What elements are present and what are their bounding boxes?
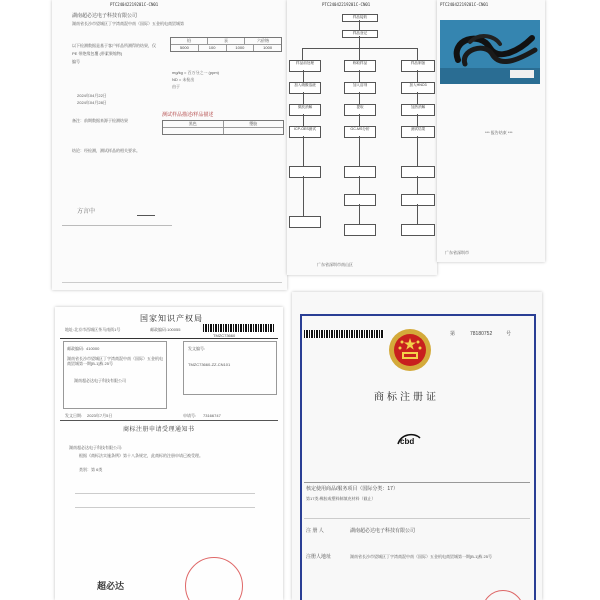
office-address: 地址:北京市西城区茶马南街1号 <box>65 327 121 332</box>
table-header: 铅 <box>171 38 208 44</box>
doc-number-block <box>183 341 277 395</box>
sample-table <box>162 120 284 135</box>
table-header: 六价铬 <box>257 38 269 43</box>
flow-step: 加入溶剂 <box>344 82 376 94</box>
report-date-2: 2024年04月28日 <box>77 100 107 105</box>
report-date-1: 2024年04月22日 <box>77 93 107 98</box>
sample-photo <box>440 20 540 84</box>
sample-photo-page <box>437 0 545 262</box>
flow-box <box>401 224 435 236</box>
sample-label: 测试样品描述/样品描述 <box>162 112 214 118</box>
flow-step: 样品接收 <box>342 14 378 22</box>
flow-step: 测试结果 <box>401 126 435 138</box>
application-number: 73166747 <box>203 413 221 418</box>
report-code: PTC24042219201C-CN01 <box>440 2 489 7</box>
barcode <box>203 324 275 332</box>
national-emblem <box>388 328 432 372</box>
divider <box>304 482 530 483</box>
table-header: 汞 <box>208 38 245 44</box>
flow-box <box>344 194 376 206</box>
barcode-text: TMZC73660 <box>213 333 236 338</box>
office-postcode: 邮政编码:100055 <box>150 327 181 332</box>
table-cell: 100 <box>199 45 227 51</box>
report-line-5: 编号 <box>72 59 80 64</box>
table-cell: 1000 <box>227 45 255 51</box>
flow-step: 微波消解 <box>289 104 321 116</box>
flow-box <box>289 216 321 228</box>
reg-number-suffix: 号 <box>506 331 512 337</box>
divider <box>75 507 255 508</box>
notice-recipient: 湖南超必达电子科技有限公司: <box>69 445 123 450</box>
flow-step: 样品制备 <box>401 60 435 72</box>
flow-step: GC-MS分析 <box>344 126 376 138</box>
company-chop-text: 超必达 <box>97 581 125 591</box>
recipient-address: 湖南省长沙市望城区丁字湾商混中南（国际）五金机电商贸城第一期[B-1]栋 25号 <box>67 356 163 366</box>
address-block <box>63 341 167 409</box>
date-label: 发文日期: <box>65 413 83 418</box>
goods-label: 核定使用商品/服务项目（国际分类：17） <box>306 486 398 492</box>
address-label: 注册人地址 <box>306 554 332 560</box>
conclusion-text: 结论：经检测，测试样品的相关要求。 <box>72 148 140 153</box>
notice-body: 根据《商标法实施条例》第十八条规定，此商标的注册申请已被受理。 <box>79 453 203 458</box>
flow-box <box>289 166 321 178</box>
trademark-certificate-page <box>292 292 542 600</box>
flow-step: 加热消解 <box>401 104 435 116</box>
flow-box <box>344 224 376 236</box>
divider <box>62 225 172 226</box>
footer-text: 广东省深圳市 <box>445 250 469 255</box>
table-cell: 塑胶 <box>249 121 258 126</box>
second-signature <box>137 205 155 216</box>
flow-step: 加入HNO3 <box>401 82 435 94</box>
footer-line <box>62 282 282 283</box>
flow-step: 样品前处理 <box>289 60 321 72</box>
office-header: 国家知识产权局 <box>140 314 203 323</box>
divider <box>60 338 278 339</box>
official-seal <box>185 557 243 600</box>
registrant-address: 湖南省长沙市望城区丁字湾商混中南（国际）五金机电商贸城第一期[B-1]栋 25号 <box>350 554 493 559</box>
note-nd: ND = 未检出 <box>172 77 195 82</box>
table-cell: 1000 <box>263 45 273 50</box>
flow-step: 加入硝酸溶液 <box>289 82 321 94</box>
signature: 方言中 <box>77 208 96 215</box>
divider <box>304 518 530 519</box>
registrant-label: 注 册 人 <box>306 528 324 534</box>
flow-box <box>401 194 435 206</box>
brand-logo <box>396 430 422 448</box>
postcode-value: 410000 <box>86 346 100 351</box>
flow-step: 称取样品 <box>344 60 376 72</box>
divider <box>75 493 255 494</box>
acceptance-notice-page <box>55 307 283 600</box>
report-end-caption: *** 报告结束 *** <box>485 130 513 135</box>
notice-title: 商标注册申请受理通知书 <box>123 427 195 433</box>
note-ppm: mg/kg = 百万分之一 (ppm) <box>172 70 220 75</box>
report-code: PTC24042219201C-CN01 <box>322 2 371 7</box>
recipient-company: 湖南超必达电子科技有限公司 <box>74 378 126 383</box>
brand-logo-text: cbd <box>400 437 415 446</box>
flow-box <box>401 166 435 178</box>
report-line-2: 湖南省长沙市望城区丁字湾商混中南（国际）五金机电商贸城第 <box>72 21 184 26</box>
flowchart-page <box>287 0 437 275</box>
report-line-3: 以下检测数据是基于客户样品所测得的结果，仅 <box>72 43 156 48</box>
date-value: 2023年7月5日 <box>87 413 113 418</box>
reg-number: 78180752 <box>470 331 493 337</box>
certificate-title: 商标注册证 <box>374 392 439 403</box>
table-cell: 5000 <box>171 45 199 51</box>
flow-box <box>344 166 376 178</box>
goods-detail: 第17类:橡胶或塑料制填充材料（截止） <box>306 496 376 501</box>
report-line-4: PE 带绝缘包覆 (带素聚缩物) <box>72 51 123 56</box>
footer-text: 广东省深圳市南山区 <box>317 262 353 267</box>
flow-step: ICP-OES测试 <box>289 126 321 138</box>
doc-number-label: 发文编号: <box>188 346 206 351</box>
application-label: 申请号: <box>183 413 197 418</box>
note-misc: 由于 <box>172 84 180 89</box>
limits-table <box>170 37 282 52</box>
remark-text: 备注：前期数据来源于检测结果 <box>72 118 128 123</box>
barcode <box>304 330 384 338</box>
registrant-name: 湖南超必达电子科技有限公司 <box>350 528 416 534</box>
table-cell: 黑色 <box>163 121 224 127</box>
flow-step: 样品登记 <box>342 30 378 38</box>
test-report-page <box>52 0 287 290</box>
flow-step: 提取 <box>344 104 376 116</box>
reg-number-prefix: 第 <box>450 331 456 337</box>
postcode-label: 邮政编码: <box>67 346 85 351</box>
notice-category: 类别：第 6类 <box>79 467 103 472</box>
divider <box>60 420 278 421</box>
report-code: PTC24042219201C-CN01 <box>110 2 159 7</box>
doc-number: TMZC73660-ZZ-CN101 <box>188 362 231 367</box>
report-line-1: 湖南超必达电子科技有限公司 <box>72 13 138 19</box>
